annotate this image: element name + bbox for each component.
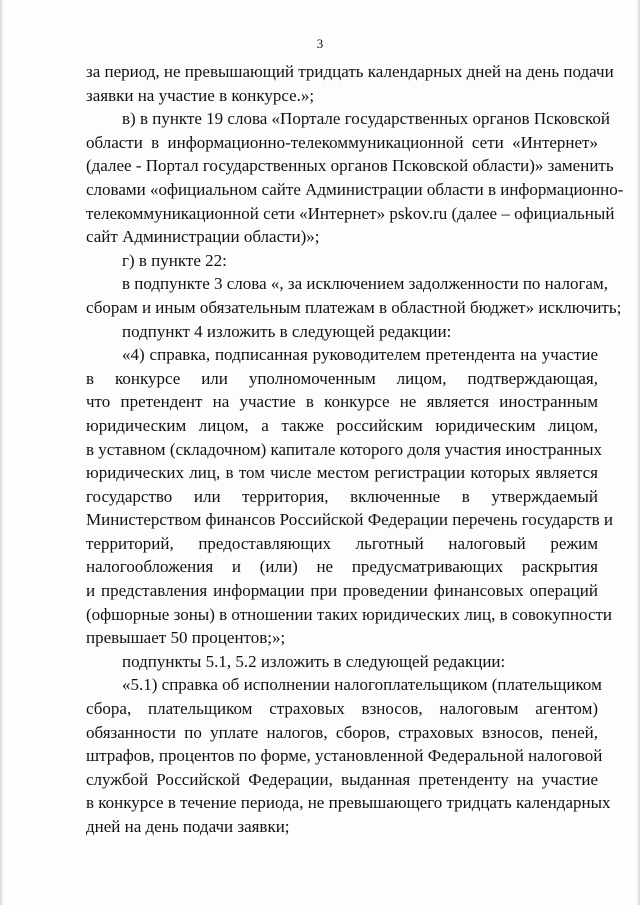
text-line: в уставном (складочном) капитале которого доля участия иностранных [86, 439, 602, 459]
text-line: сбора, плательщиком страховых взносов, налоговым агентом) [86, 699, 598, 719]
text-line: (далее - Портал государственных органов Псковской области)» заменить [86, 156, 614, 176]
text-line: подпункты 5.1, 5.2 изложить в следующей редакции: [122, 651, 506, 671]
text-line: юридическим лицом, а также российским юридическим лицом, [86, 415, 598, 435]
text-line: обязанности по уплате налогов, сборов, страховых взносов, пеней, [86, 722, 598, 742]
text-line: штрафов, процентов по форме, установленной Федеральной налоговой [86, 746, 603, 766]
text-line: что претендент на участие в конкурсе не является иностранным [86, 392, 598, 412]
text-line: в подпункте 3 слова «, за исключением задолженности по налогам, [122, 274, 608, 294]
text-line: юридических лиц, в том числе местом регистрации которых является [86, 463, 598, 483]
text-line: превышает 50 процентов;»; [86, 628, 286, 648]
text-line: Министерством финансов Российской Федерации перечень государств и [86, 510, 613, 530]
text-line: г) в пункте 22: [122, 250, 227, 270]
text-line: в) в пункте 19 слова «Портале государственных органов Псковской [122, 109, 611, 129]
text-line: телекоммуникационной сети «Интернет» pskov.ru (далее – официальный [86, 203, 615, 223]
text-line: в конкурсе или уполномоченным лицом, подтверждающая, [86, 368, 598, 388]
text-line: за период, не превышающий тридцать календарных дней на день подачи [86, 62, 614, 81]
document-body [86, 60, 624, 839]
text-line: территорий, предоставляющих льготный налоговый режим [86, 533, 598, 553]
text-line: государство или территория, включенные в утверждаемый [86, 486, 598, 506]
text-line: «4) справка, подписанная руководителем претендента на участие [122, 345, 598, 365]
text-line: «5.1) справка об исполнении налогоплательщиком (плательщиком [122, 675, 602, 695]
text-line: налогообложения и (или) не предусматривающих раскрытия [86, 557, 598, 577]
text-line: области в информационно-телекоммуникационной сети «Интернет» [86, 132, 598, 152]
text-line: заявки на участие в конкурсе.»; [86, 85, 315, 105]
text-line: в конкурсе в течение периода, не превышающего тридцать календарных [86, 793, 611, 813]
text-line: сайт Администрации области)»; [86, 227, 320, 247]
text-line: службой Российской Федерации, выданная претенденту на участие [86, 769, 598, 789]
text-line: дней на день подачи заявки; [86, 817, 290, 836]
text-line: и представления информации при проведении финансовых операций [86, 581, 598, 601]
text-line: подпункт 4 изложить в следующей редакции: [122, 321, 452, 341]
text-line: сборам и иным обязательным платежам в областной бюджет» исключить; [86, 297, 622, 317]
text-line: (офшорные зоны) в отношении таких юридических лиц, в совокупности [86, 604, 613, 624]
page-edge-left [0, 0, 3, 905]
text-line: словами «официальном сайте Администрации области в информационно- [86, 179, 624, 199]
page-number: 3 [316, 36, 324, 51]
